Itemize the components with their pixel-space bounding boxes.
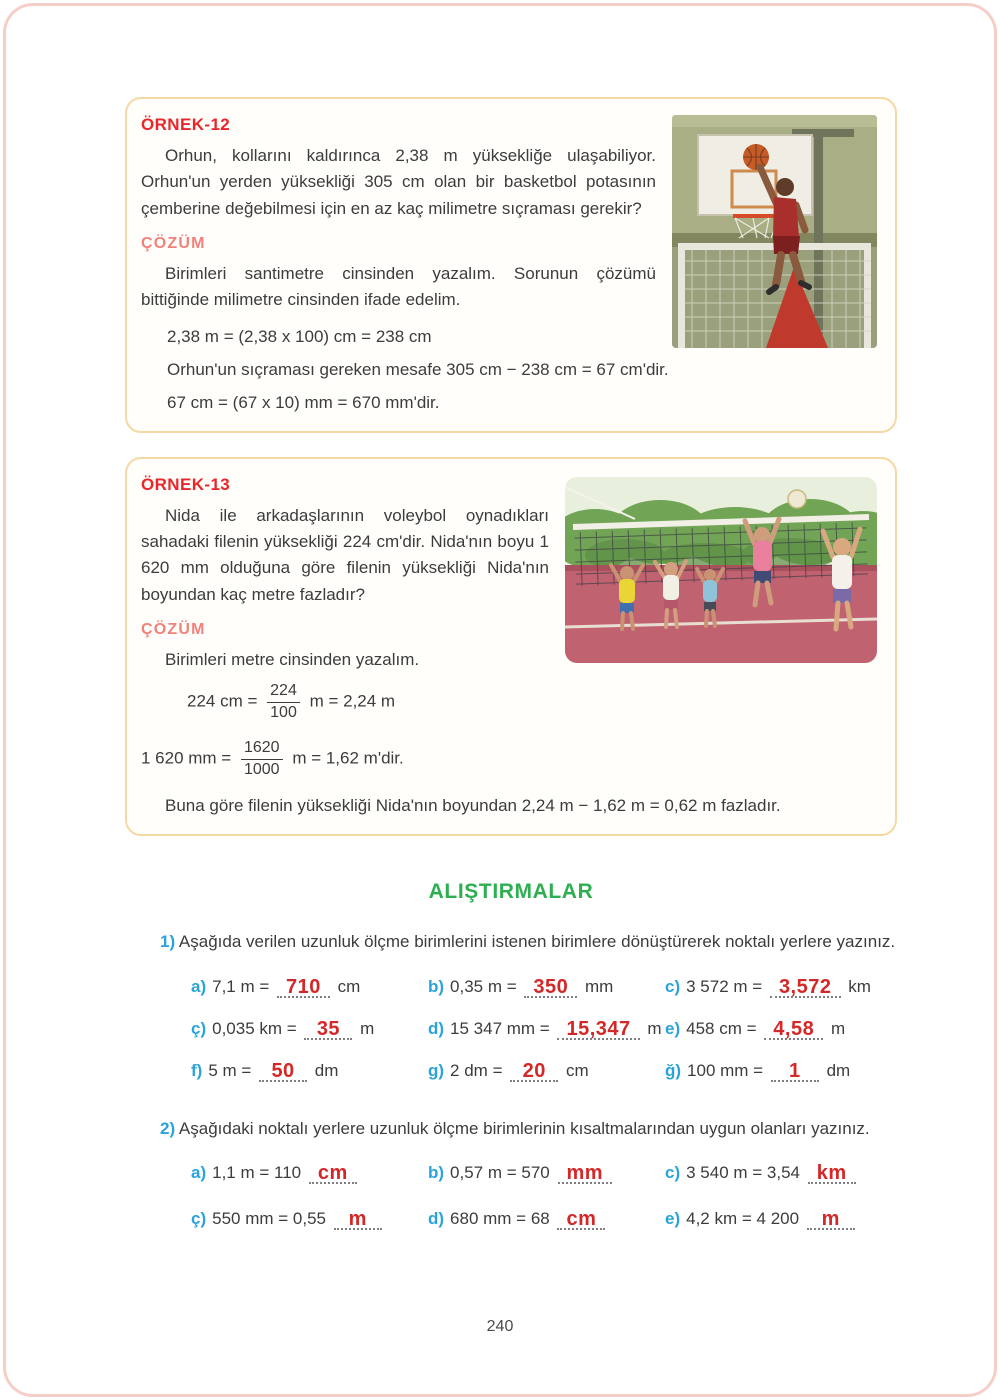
example-13-box <box>125 457 897 836</box>
example-12-title: ÖRNEK-12 <box>141 115 231 134</box>
answer-blank: 350 <box>524 976 577 998</box>
exercise-2-number: 2) <box>160 1118 176 1138</box>
exercise-1-item-g2: ğ) 100 mm = 1 dm <box>665 1059 851 1082</box>
example-13-equation-1 <box>187 682 877 722</box>
example-13-solution-intro: Birimleri metre cinsinden yazalım. <box>165 650 420 670</box>
answer-blank: 1 <box>771 1060 819 1082</box>
fraction-224-100: $\frac{224}{100}$ <box>267 682 300 722</box>
exercise-2-item-c: c) 3 540 m = 3,54 km <box>665 1162 897 1184</box>
example-13-solution-label: ÇÖZÜM <box>141 621 206 639</box>
example-12-step-2: Orhun'un sıçraması gereken mesafe 305 cm − 238 cm = 67 cm'dir. <box>167 359 669 379</box>
answer-blank: cm <box>557 1208 605 1230</box>
answer-blank: m <box>334 1208 382 1230</box>
example-13-equation-2 <box>141 739 877 779</box>
answer-blank: 50 <box>259 1060 307 1082</box>
answer-blank: 4,58 <box>764 1018 823 1040</box>
example-12-solution-intro: Birimleri santimetre cinsinden yazalım. Sorunun çözümü bittiğinde milimetre cinsinden ifade edelim. <box>141 264 656 310</box>
example-13-problem: Nida ile arkadaşlarının voleybol oynadıkları sahadaki filenin yüksekliği 224 cm'dir. Nida'nın boyu 1 620 mm olduğuna göre filenin yüksekliği Nida'nın boyundan kaç metre fazladır? <box>141 505 549 604</box>
exercise-1-item-c: c) 3 572 m = 3,572 km <box>665 975 871 998</box>
example-12-step-1: 2,38 m = (2,38 x 100) cm = 238 cm <box>167 326 432 346</box>
example-13-conclusion: Buna göre filenin yüksekliği Nida'nın boyundan 2,24 m − 1,62 m = 0,62 m fazladır. <box>165 796 781 815</box>
equation-1-left: 224 cm = <box>187 691 258 711</box>
page-content <box>125 97 897 1230</box>
exercise-2-item-d: d) 680 mm = 68 cm <box>428 1208 665 1230</box>
fraction-1620-1000: $\frac{1620}{1000}$ <box>241 739 283 779</box>
exercise-2-item-a: a) 1,1 m = 110 cm <box>191 1162 428 1184</box>
answer-blank: 3,572 <box>770 976 841 998</box>
page-number: 240 <box>486 1318 514 1335</box>
example-12-problem: Orhun, kollarını kaldırınca 2,38 m yüksekliğe ulaşabiliyor. Orhun'un yerden yüksekliği 305 cm olan bir basketbol potasının çemberine değebilmesi için en az kaç milimetre sıçraması gerekir? <box>141 146 656 218</box>
exercise-1-instruction <box>125 929 897 955</box>
exercise-2-item-c2: ç) 550 mm = 0,55 m <box>191 1208 428 1230</box>
exercise-2-instruction <box>125 1116 897 1142</box>
exercise-1-item-g: g) 2 dm = 20 cm <box>428 1059 589 1082</box>
example-12-box <box>125 97 897 433</box>
equation-2-right: m = 1,62 m'dir. <box>292 748 404 768</box>
exercise-1-item-f: f) 5 m = 50 dm <box>191 1059 339 1082</box>
exercise-1-item-e: e) 458 cm = 4,58 m <box>665 1017 846 1040</box>
exercise-1-instruction-text: Aşağıda verilen uzunluk ölçme birimlerini istenen birimlere dönüştürerek noktalı yerlere yazınız. <box>178 932 896 951</box>
exercise-2-item-b: b) 0,57 m = 570 mm <box>428 1162 665 1184</box>
exercise-2-instruction-text: Aşağıdaki noktalı yerlere uzunluk ölçme birimlerinin kısaltmalarından uygun olanları yazınız. <box>178 1118 870 1138</box>
exercise-1-item-c2: ç) 0,035 km = 35 m <box>191 1017 375 1040</box>
example-12-step-3: 67 cm = (67 x 10) mm = 670 mm'dir. <box>167 392 440 412</box>
answer-blank: 15,347 <box>557 1018 639 1040</box>
answer-blank: 35 <box>304 1018 352 1040</box>
exercise-1-item-d: d) 15 347 mm = 15,347 m <box>428 1017 662 1040</box>
answer-blank: m <box>807 1208 855 1230</box>
example-12-solution-label: ÇÖZÜM <box>141 235 206 253</box>
basketball-photo <box>672 115 877 348</box>
answer-blank: 710 <box>277 976 330 998</box>
example-13-title: ÖRNEK-13 <box>141 474 231 494</box>
answer-blank: cm <box>309 1162 357 1184</box>
answer-blank: km <box>808 1162 856 1184</box>
exercise-1-item-a: a) 7,1 m = 710 cm <box>191 975 361 998</box>
exercise-2-items <box>191 1162 897 1230</box>
exercises-title: ALIŞTIRMALAR <box>428 880 594 903</box>
exercise-2-item-e: e) 4,2 km = 4 200 m <box>665 1208 897 1230</box>
answer-blank: mm <box>558 1162 613 1184</box>
equation-2-left: 1 620 mm = <box>141 748 232 768</box>
answer-blank: 20 <box>510 1060 558 1082</box>
volleyball-photo <box>565 477 877 663</box>
exercise-1-item-b: b) 0,35 m = 350 mm <box>428 975 614 998</box>
equation-1-right: m = 2,24 m <box>309 691 396 711</box>
exercise-1-items <box>191 976 897 1082</box>
exercise-1-number: 1) <box>160 932 176 951</box>
